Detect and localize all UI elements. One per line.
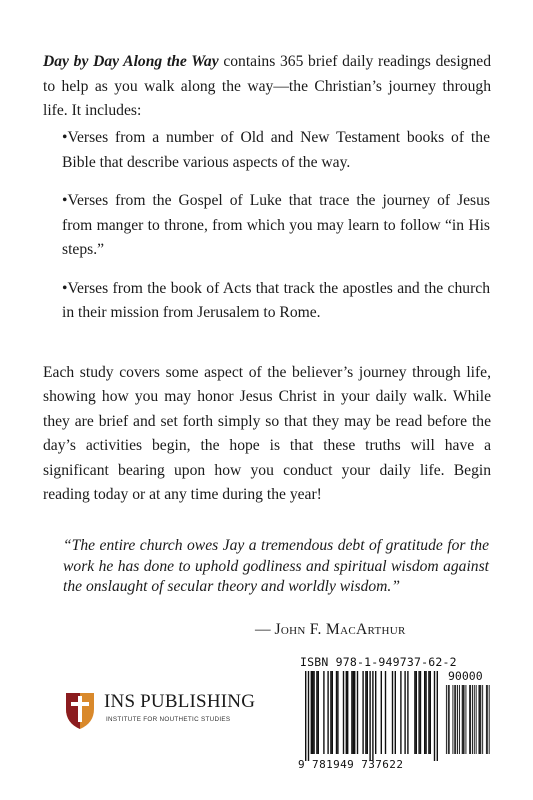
barcode-bar xyxy=(425,671,426,754)
barcode-bar xyxy=(430,671,431,754)
barcode-bar xyxy=(343,671,344,754)
barcode-addon-bar xyxy=(455,685,456,754)
barcode-bar xyxy=(305,671,306,761)
barcode-bar xyxy=(404,671,405,754)
barcode-bar xyxy=(313,671,314,754)
barcode-addon-bar xyxy=(449,685,450,754)
barcode-bar xyxy=(414,671,415,754)
barcode-addon-bar xyxy=(480,685,481,754)
book-title: Day by Day Along the Way xyxy=(43,53,219,70)
feature-item-gospel-luke: •Verses from the Gospel of Luke that trace the journey of Jesus from manger to throne, from which you may learn to follow “in His steps.” xyxy=(62,192,490,258)
barcode-bar xyxy=(434,671,435,761)
barcode-bar xyxy=(354,671,355,754)
publisher-logo xyxy=(62,689,256,733)
barcode-addon-bar xyxy=(469,685,470,754)
barcode-addon-bar xyxy=(452,685,453,754)
barcode-bar xyxy=(437,671,438,761)
isbn-label: ISBN 978-1-949737-62-2 xyxy=(300,655,457,669)
intro-text: contains 365 brief daily readings designed to help as you walk along the way—the Christian’s journey through life. It includes: xyxy=(43,53,491,119)
barcode-bar xyxy=(357,671,358,754)
barcode-bar xyxy=(407,671,408,754)
feature-list xyxy=(62,126,490,340)
feature-item-acts: •Verses from the book of Acts that track the apostles and the church in their mission from Jerusalem to Rome. xyxy=(62,279,490,321)
barcode-bar xyxy=(395,671,396,754)
barcode-addon-bar xyxy=(464,685,465,754)
barcode-addon-bar xyxy=(489,685,490,754)
publisher-name: INS PUBLISHING xyxy=(104,691,256,712)
barcode-addon-bar xyxy=(457,685,458,754)
barcode-bar xyxy=(375,671,376,754)
barcode-addon-bar xyxy=(448,685,449,754)
isbn-barcode xyxy=(297,655,493,772)
barcode-bar xyxy=(400,671,401,754)
barcode-bar xyxy=(365,671,366,754)
barcode-bar xyxy=(392,671,393,754)
barcode-addon-bar xyxy=(472,685,473,754)
barcode-bar xyxy=(351,671,352,754)
barcode-bar xyxy=(372,671,373,761)
publisher-subtitle: INSTITUTE FOR NOUTHETIC STUDIES xyxy=(106,716,231,723)
barcode-bar xyxy=(330,671,331,754)
barcode-bar xyxy=(312,671,313,754)
barcode-bar xyxy=(381,671,382,754)
feature-item-old-new-testament: •Verses from a number of Old and New Testament books of the Bible that describe various aspects of the way. xyxy=(62,129,490,171)
endorser-name: John F. MacArthur xyxy=(274,621,406,638)
barcode-bar xyxy=(416,671,417,754)
barcode-addon-bar xyxy=(459,685,460,754)
barcode-addon-bar xyxy=(482,685,483,754)
barcode-bar xyxy=(311,671,312,754)
barcode-addon-bar xyxy=(465,685,466,754)
barcode-bar xyxy=(346,671,347,754)
barcode-bar xyxy=(367,671,368,754)
endorsement-quote: “The entire church owes Jay a tremendous debt of gratitude for the work he has done to uphold godliness and spiritual wisdom against the onslaught of secular theory and worldly wisdom.” xyxy=(63,537,489,595)
barcode-bar xyxy=(347,671,348,754)
barcode-bar xyxy=(362,671,363,754)
barcode-addon-bar xyxy=(446,685,447,754)
barcode-bar xyxy=(418,671,419,754)
barcode-bar xyxy=(420,671,421,754)
barcode-addon-bar xyxy=(462,685,463,754)
barcode-bar xyxy=(316,671,317,754)
endorsement-attribution xyxy=(255,620,495,640)
attribution-dash: — xyxy=(255,621,275,638)
barcode-bar xyxy=(337,671,338,754)
barcode-bar xyxy=(308,671,309,761)
barcode-bar xyxy=(385,671,386,754)
barcode-bar xyxy=(369,671,370,761)
barcode-bar xyxy=(424,671,425,754)
description-paragraph: Each study covers some aspect of the believer’s journey through life, showing how you may honor Jesus Christ in your daily walk. While they are brief and set forth simply so that they may be read before the day’s activities begin, the hope is that these truths will have a significant bearing upon how you conduct your daily life. Begin reading today or at any time during the year! xyxy=(43,364,491,504)
shield-cross-icon xyxy=(62,689,98,731)
barcode-bars xyxy=(297,655,493,772)
price-code: 90000 xyxy=(448,669,483,683)
barcode-addon-bar xyxy=(478,685,479,754)
barcode-bar xyxy=(332,671,333,754)
barcode-addon-bar xyxy=(474,685,475,754)
barcode-bar xyxy=(318,671,319,754)
barcode-bar xyxy=(353,671,354,754)
barcode-addon-bar xyxy=(486,685,487,754)
barcode-bar xyxy=(428,671,429,754)
barcode-addon-bar xyxy=(470,685,471,754)
barcode-addon-bar xyxy=(479,685,480,754)
barcode-bar xyxy=(327,671,328,754)
barcode-addon-bar xyxy=(476,685,477,754)
barcode-digits: 9 781949 737622 xyxy=(298,758,404,771)
intro-paragraph xyxy=(43,50,491,124)
barcode-addon-bar xyxy=(454,685,455,754)
barcode-addon-bar xyxy=(463,685,464,754)
barcode-bar xyxy=(323,671,324,754)
barcode-bar xyxy=(336,671,337,754)
barcode-addon-bar xyxy=(487,685,488,754)
